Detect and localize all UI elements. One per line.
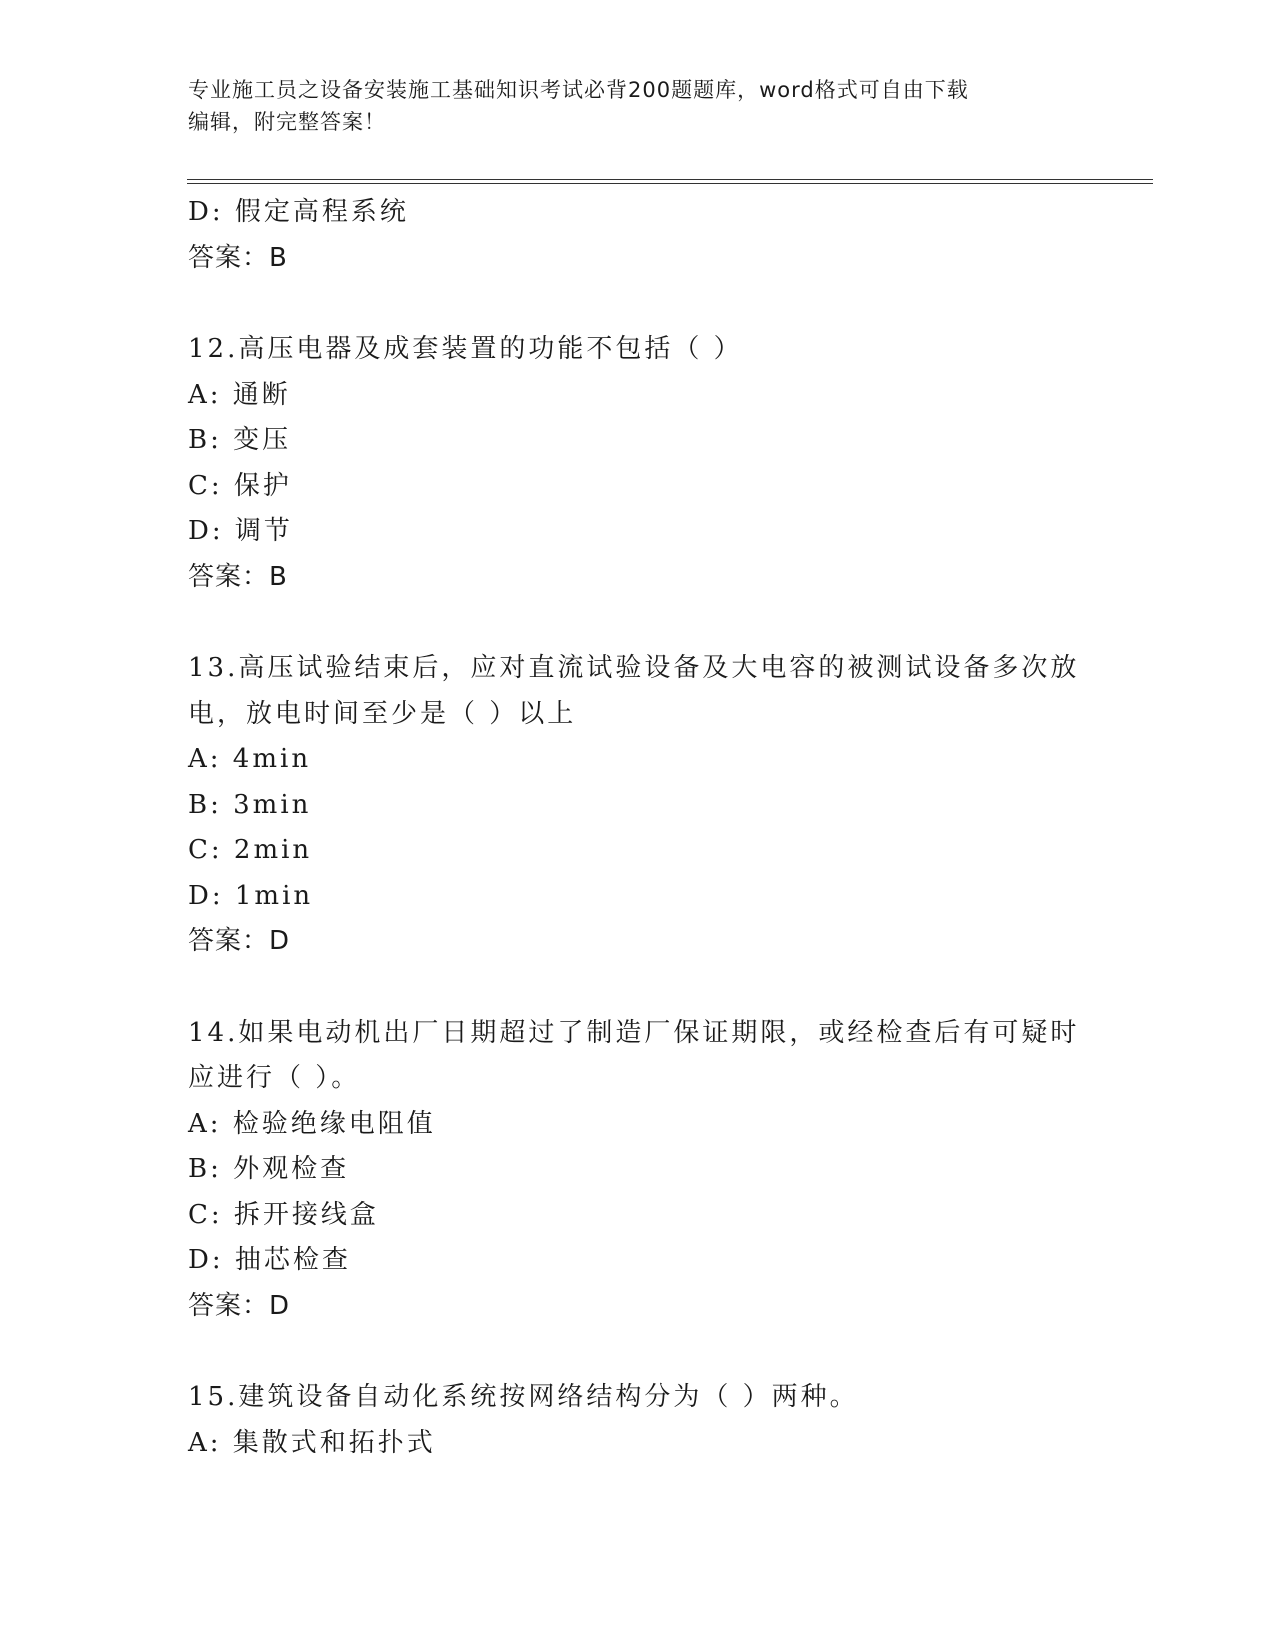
- answer: 答案：D: [188, 1290, 291, 1321]
- header-divider: [187, 179, 1153, 184]
- option-d: D: 假定高程系统: [188, 197, 409, 227]
- question-11-tail: [188, 190, 1088, 281]
- header-line-2: 编辑，附完整答案！: [188, 110, 386, 134]
- option-d: D: 1min: [188, 880, 314, 911]
- answer: 答案：B: [188, 561, 288, 592]
- option-b: B: 外观检查: [188, 1154, 350, 1184]
- question-stem: 12.高压电器及成套装置的功能不包括（ ）: [188, 334, 743, 364]
- option-c: C: 拆开接线盒: [188, 1199, 379, 1230]
- question-stem: 15.建筑设备自动化系统按网络结构分为（ ）两种。: [188, 1382, 859, 1412]
- question-content: [188, 190, 1088, 1466]
- option-a: A: 4min: [188, 744, 312, 774]
- question-14: [188, 1011, 1088, 1330]
- option-c: C: 保护: [188, 470, 292, 501]
- question-stem-line-1: 13.高压试验结束后，应对直流试验设备及大电容的被测试设备多次放: [188, 653, 1080, 683]
- question-15: [188, 1375, 1088, 1466]
- option-d: D: 调节: [188, 516, 293, 546]
- question-12: [188, 327, 1088, 600]
- question-13: [188, 646, 1088, 965]
- option-a: A: 通断: [188, 379, 291, 410]
- option-d: D: 抽芯检查: [188, 1245, 351, 1275]
- header-line-1: 专业施工员之设备安装施工基础知识考试必背200题题库，word格式可自由下载: [188, 78, 969, 102]
- option-a: A: 集散式和拓扑式: [188, 1427, 436, 1458]
- document-header: [188, 74, 1068, 138]
- answer: 答案：B: [188, 242, 288, 273]
- option-a: A: 检验绝缘电阻值: [188, 1108, 436, 1139]
- option-c: C: 2min: [188, 835, 313, 865]
- answer: 答案：D: [188, 926, 291, 956]
- option-b: B: 3min: [188, 789, 312, 820]
- question-stem-line-2: 电，放电时间至少是（ ）以上: [188, 698, 577, 729]
- question-stem-line-1: 14.如果电动机出厂日期超过了制造厂保证期限，或经检查后有可疑时: [188, 1017, 1080, 1048]
- option-b: B: 变压: [188, 425, 292, 455]
- question-stem-line-2: 应进行（ ）。: [188, 1063, 361, 1093]
